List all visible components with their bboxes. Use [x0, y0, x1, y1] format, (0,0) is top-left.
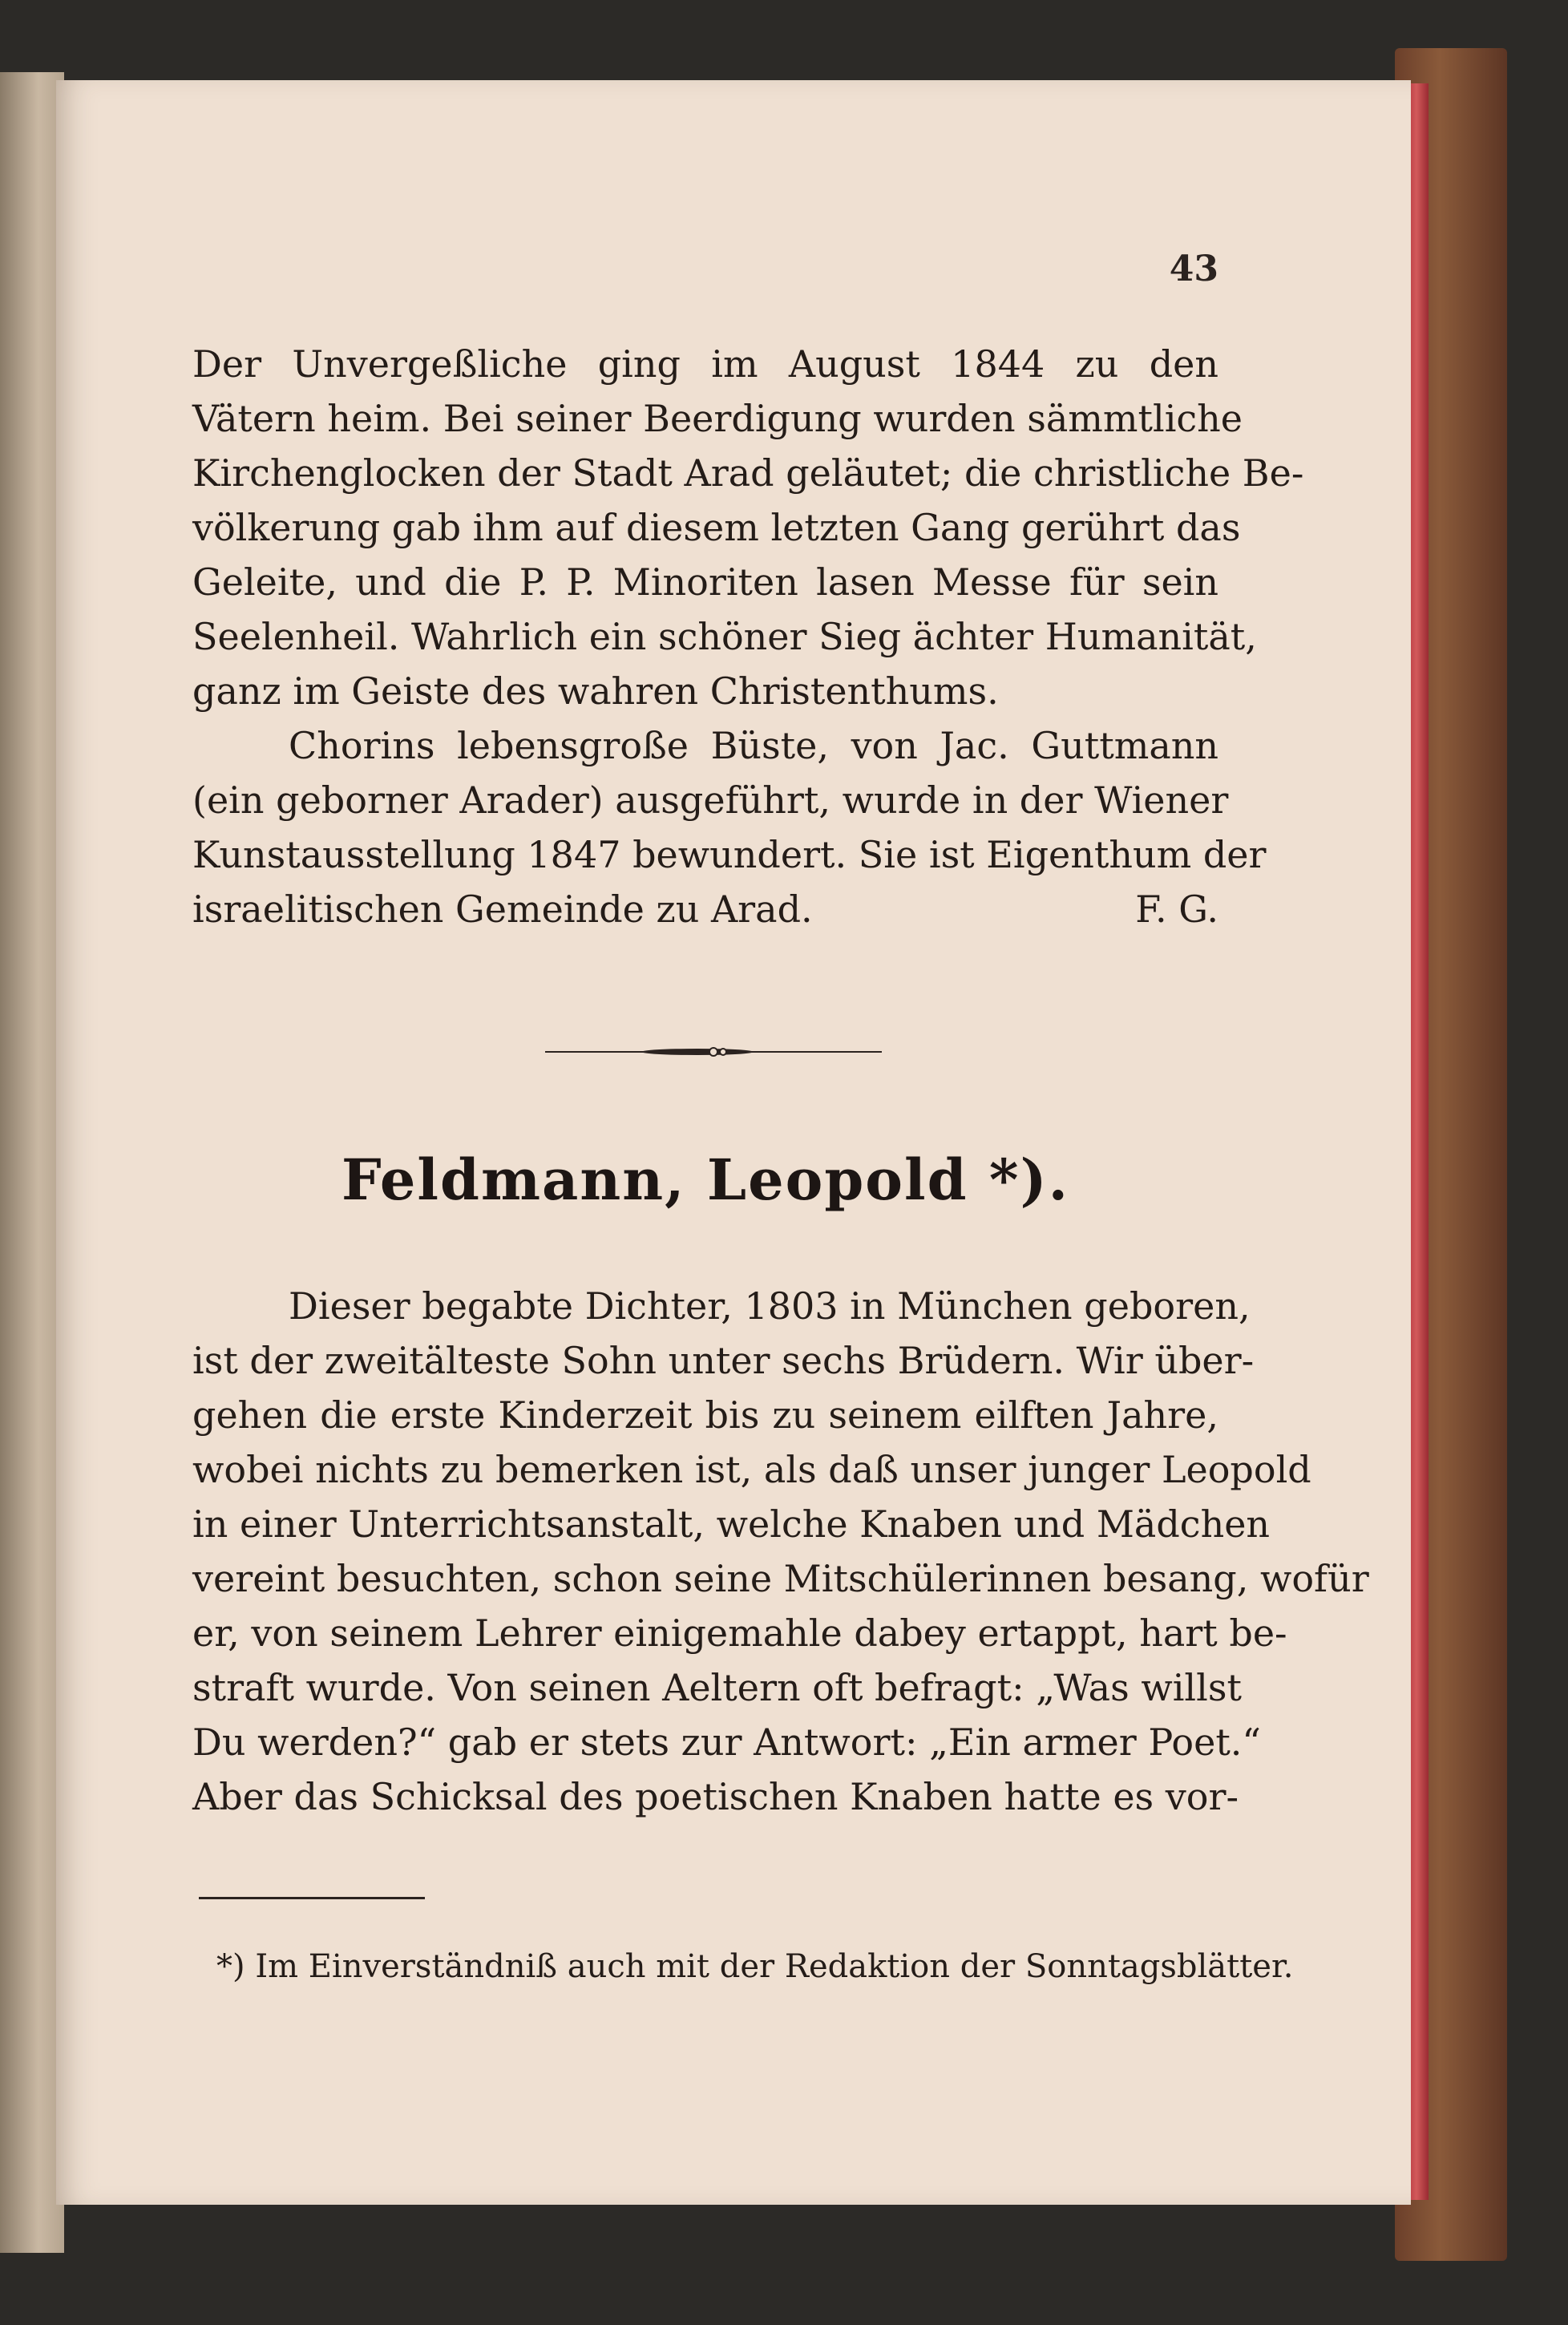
text-line: er, von seinem Lehrer einigemahle dabey ertappt, hart be- — [192, 1611, 1287, 1655]
text-line: in einer Unterrichtsanstalt, welche Knaben und Mädchen — [192, 1502, 1271, 1546]
footnote-rule — [199, 1897, 425, 1899]
footnote: *) Im Einverständniß auch mit der Redaktion der Sonntagsblätter. — [216, 1948, 1294, 1985]
paragraph-1 — [192, 337, 1304, 936]
text-line: ganz im Geiste des wahren Christenthums. — [192, 669, 999, 713]
text-line: völkerung gab ihm auf diesem letzten Gang gerührt das — [192, 506, 1241, 549]
text-line: Vätern heim. Bei seiner Beerdigung wurden sämmtliche — [192, 397, 1243, 440]
text-line: gehen die erste Kinderzeit bis zu seinem eilften Jahre, — [192, 1393, 1218, 1437]
text-line: Geleite, und die P. P. Minoriten lasen Messe für sein — [192, 560, 1218, 604]
ornamental-divider — [545, 1046, 882, 1057]
paragraph-3 — [192, 1279, 1369, 1824]
left-page-edge — [0, 72, 64, 2253]
text-line: israelitischen Gemeinde zu Arad. — [192, 888, 813, 931]
text-line: vereint besuchten, schon seine Mitschülerinnen besang, wofür — [192, 1557, 1369, 1600]
text-line: Kirchenglocken der Stadt Arad geläutet; die christliche Be- — [192, 451, 1304, 495]
text-line: wobei nichts zu bemerken ist, als daß unser junger Leopold — [192, 1448, 1311, 1491]
text-line: Aber das Schicksal des poetischen Knaben hatte es vor- — [192, 1775, 1239, 1818]
text-line: Dieser begabte Dichter, 1803 in München geboren, — [289, 1284, 1251, 1328]
page-number: 43 — [1169, 249, 1218, 289]
text-line: Der Unvergeßliche ging im August 1844 zu den — [192, 342, 1218, 386]
text-line: Chorins lebensgroße Büste, von Jac. Guttmann — [289, 724, 1218, 767]
text-line: ist der zweitälteste Sohn unter sechs Brüdern. Wir über- — [192, 1339, 1255, 1382]
text-line: Seelenheil. Wahrlich ein schöner Sieg ächter Humanität, — [192, 615, 1257, 658]
text-line: Du werden?“ gab er stets zur Antwort: „Ein armer Poet.“ — [192, 1720, 1261, 1764]
author-signature: F. G. — [1135, 888, 1218, 931]
text-line: Kunstausstellung 1847 bewundert. Sie ist Eigenthum der — [192, 833, 1267, 876]
text-line: (ein geborner Arader) ausgeführt, wurde in der Wiener — [192, 778, 1229, 822]
section-heading: Feldmann, Leopold *). — [341, 1146, 1069, 1213]
text-line: straft wurde. Von seinen Aeltern oft befragt: „Was willst — [192, 1666, 1242, 1709]
closing-line — [192, 882, 1218, 936]
